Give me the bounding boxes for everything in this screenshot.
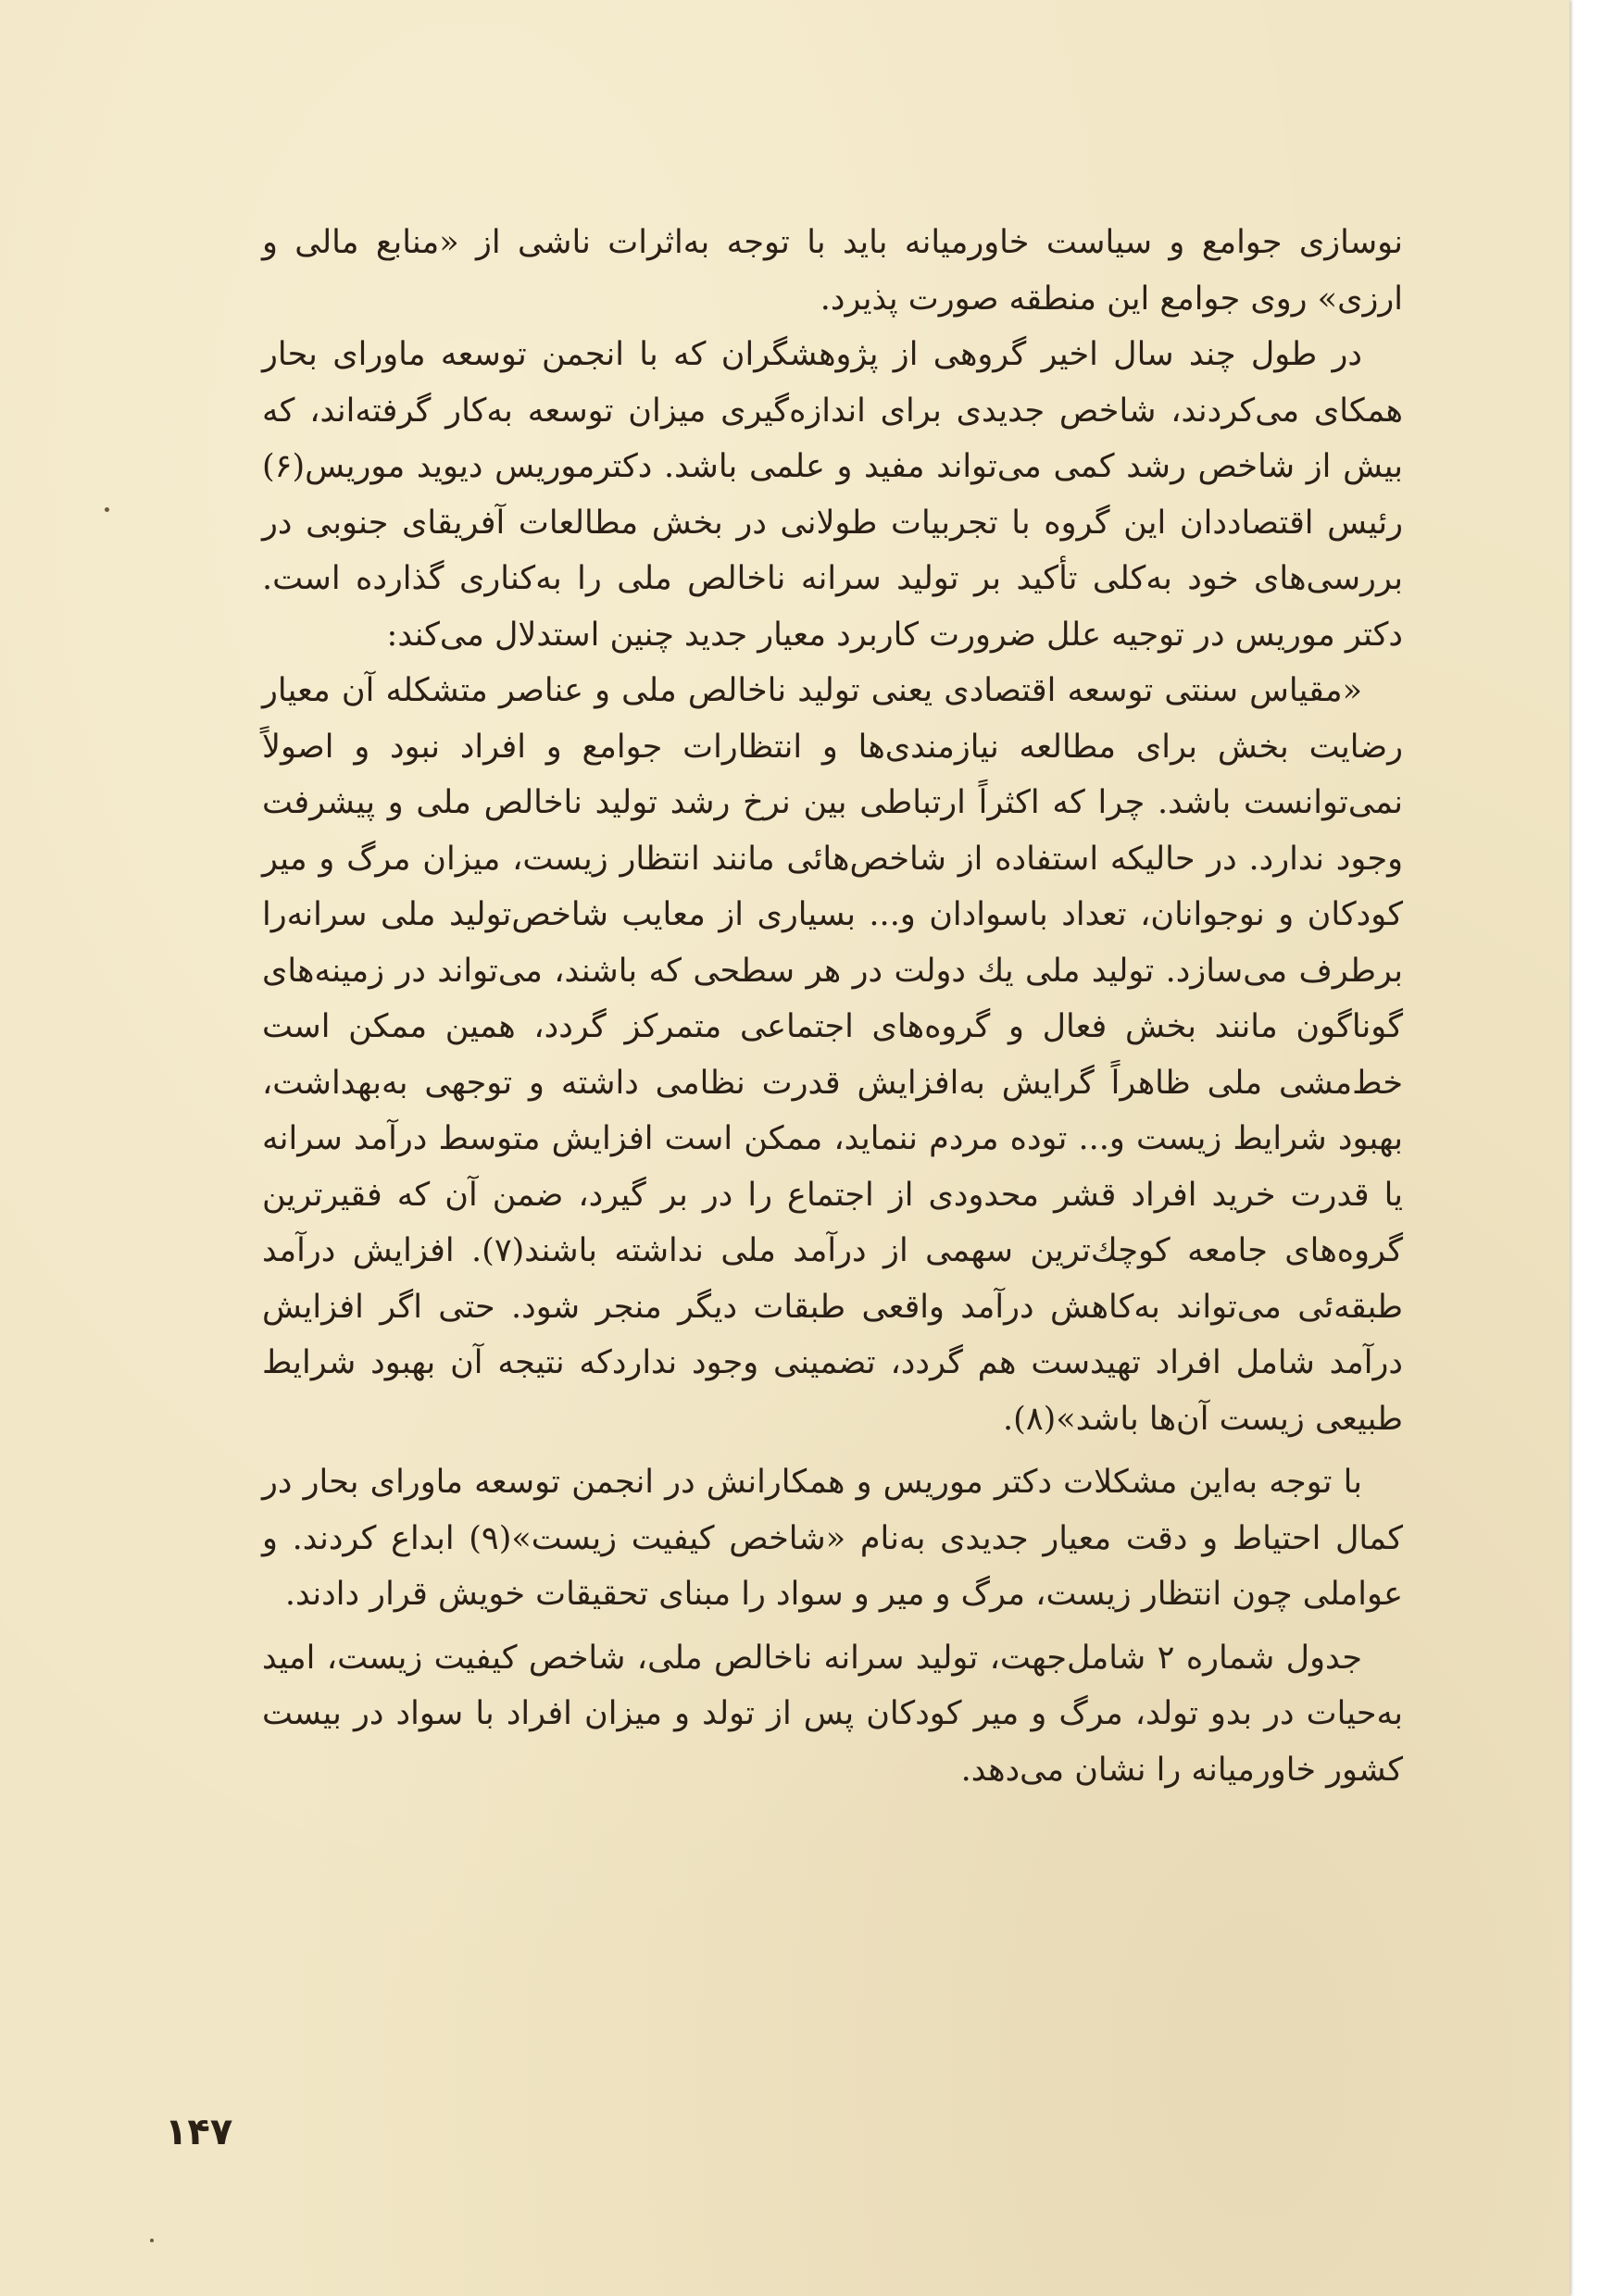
page-number: ۱۴۷ <box>165 2111 233 2153</box>
paragraph-3-quote: «مقیاس سنتی توسعه اقتصادی یعنی تولید ناخالص ملی و عناصر متشکله آن معیار رضایت بخش برای مطالعه نیازمندی‌ها و انتظارات جوامع و افراد نبود و اصولاً نمی‌توانست باشد. چرا که اکثراً ارتباطی بین نرخ رشد تولید ناخالص ملی و پیشرفت وجود ندارد. در حالیکه استفاده از شاخص‌هائی مانند انتظار زیست، میزان مرگ و میر کودکان و نوجوانان، تعداد باسوادان و... بسیاری از معایب شاخص‌تولید ملی سرانه‌را برطرف می‌سازد. تولید ملی یك دولت در هر سطحی که باشند، می‌تواند در زمینه‌های گوناگون مانند بخش فعال و گروه‌های اجتماعی متمرکز گردد، همین ممکن است خط‌مشی ملی ظاهراً گرایش به‌افزایش قدرت نظامی داشته و توجهی به‌بهداشت، بهبود شرایط زیست و... توده مردم ننماید، ممکن است افزایش متوسط درآمد سرانه یا قدرت خرید افراد قشر محدودی از اجتماع را در بر گیرد، ضمن آن که فقیرترین گروه‌های جامعه کوچك‌ترین سهمی از درآمد ملی نداشته باشند(۷). افزایش درآمد طبقه‌ئی می‌تواند به‌کاهش درآمد واقعی طبقات دیگر منجر شود. حتی اگر افزایش درآمد شامل افراد تهیدست هم گردد، تضمینی وجود نداردکه نتیجه آن بهبود شرایط طبیعی زیست آن‌ها باشد»(۸). <box>262 672 1404 1438</box>
body-text <box>262 215 1403 1798</box>
paragraph-2: در طول چند سال اخیر گروهی از پژوهشگران که با انجمن توسعه ماورای بحار همکای می‌کردند، شاخص جدیدی برای اندازه‌گیری میزان توسعه به‌کار گرفته‌اند، که بیش از شاخص رشد کمی می‌تواند مفید و علمی باشد. دکترموریس دیوید موریس(۶) رئیس اقتصاددان این گروه با تجربیات طولانی در بخش مطالعات آفریقای جنوبی در بررسی‌های خود به‌کلی تأکید بر تولید سرانه ناخالص ملی را به‌کناری گذارده است. دکتر موریس در توجیه علل ضرورت کاربرد معیار جدید چنین استدلال می‌کند: <box>262 336 1403 654</box>
paragraph-5: جدول شماره ۲ شامل‌جهت، تولید سرانه ناخالص ملی، شاخص کیفیت زیست، امید به‌حیات در بدو تولد، مرگ و میر کودکان پس از تولد و میزان افراد با سواد در بیست کشور خاورمیانه را نشان می‌دهد. <box>262 1639 1403 1789</box>
paper-speck <box>150 2239 154 2242</box>
paper-speck <box>105 507 109 512</box>
paragraph-1: نوسازی جوامع و سیاست خاورمیانه باید با توجه به‌اثرات ناشی از «منابع مالی و ارزی» روی جوامع این منطقه صورت پذیرد. <box>262 224 1403 318</box>
paragraph-4: با توجه به‌این مشکلات دکتر موریس و همکارانش در انجمن توسعه ماورای بحار در کمال احتیاط و دقت معیار جدیدی به‌نام «شاخص کیفیت زیست»(۹) ابداع کردند. و عواملی چون انتظار زیست، مرگ و میر و سواد را مبنای تحقیقات خویش قرار دادند. <box>262 1464 1403 1613</box>
